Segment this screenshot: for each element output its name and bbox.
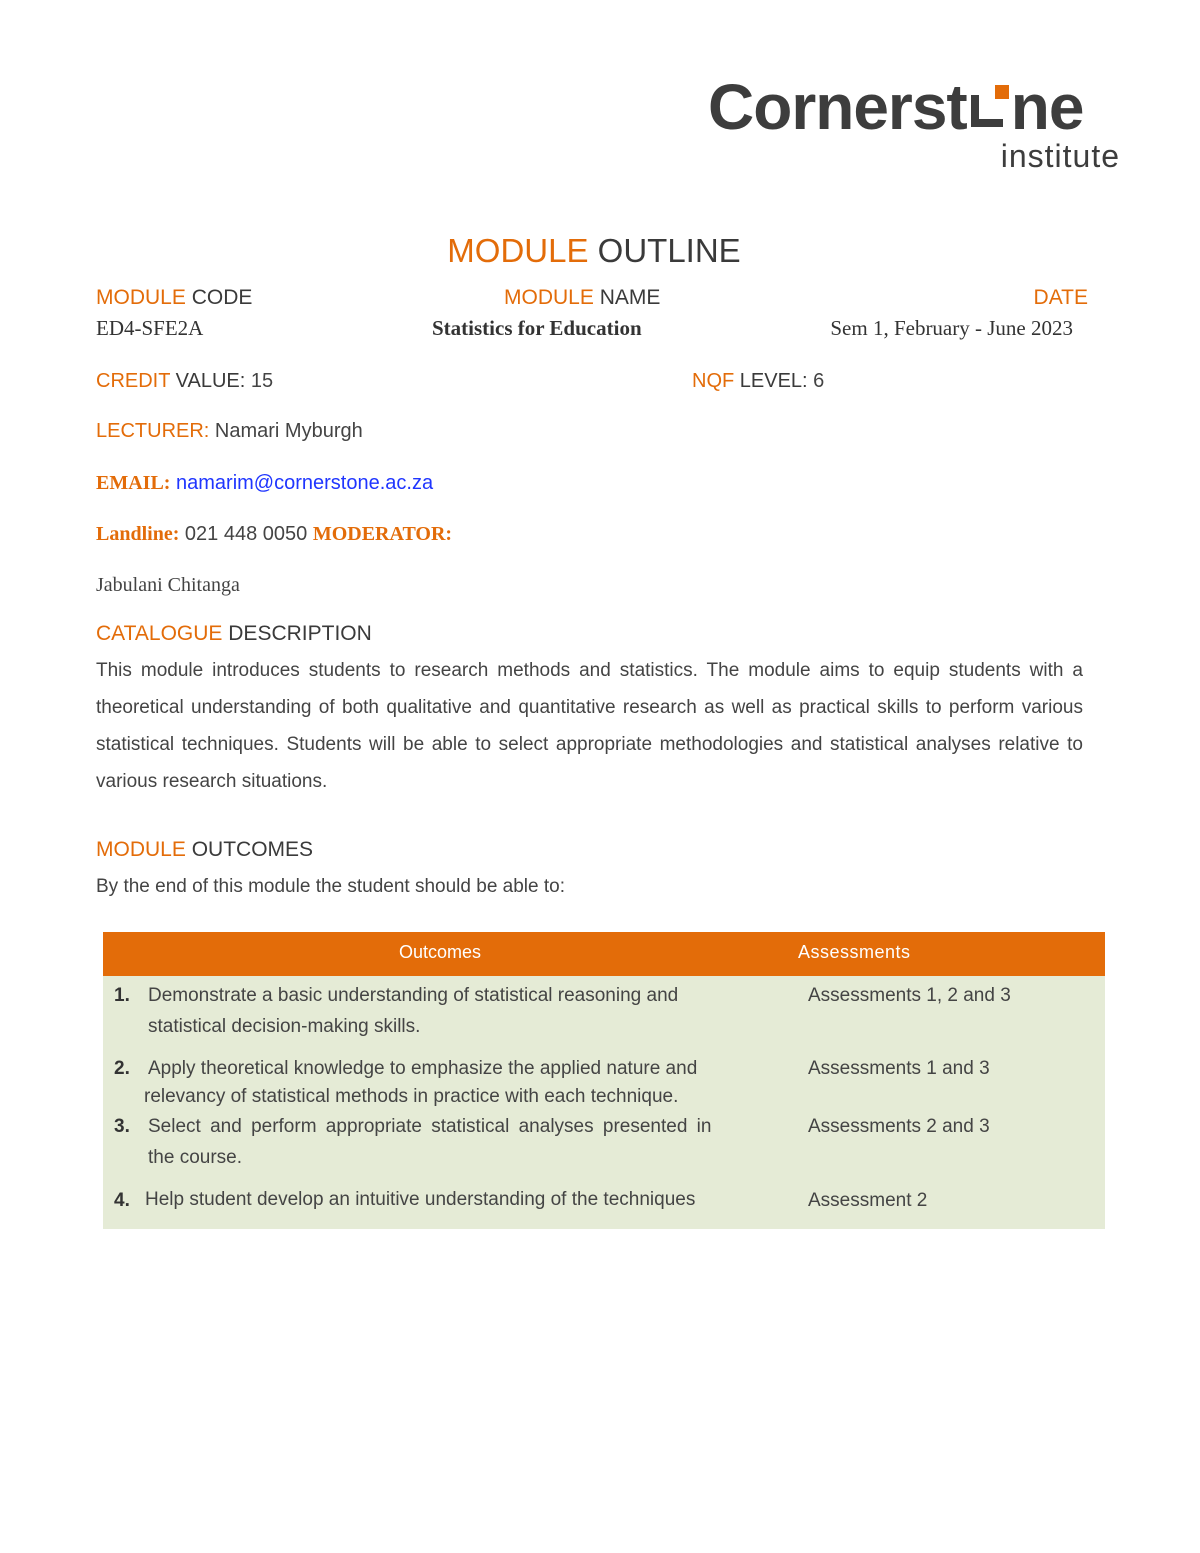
table-body: 1. Demonstrate a basic understanding of statistical reasoning and statistical decision-making skills. Assessments 1, 2 and 3 2. Apply theoretical knowledge to emphasize the applied nature and relevancy of statistical methods in practice with each technique. Assessments 1 and 3 3. Select and perform appropriate statistical analyses presented in the course. Assessments 2 and 3 4. Help student develop an intuitive understanding of the techniques Assessment 2 xyxy=(103,976,1105,1229)
module-name-label: MODULE NAME xyxy=(504,286,661,309)
date-value: Sem 1, February - June 2023 xyxy=(830,316,1073,340)
col-outcomes: Outcomes xyxy=(399,942,482,962)
moderator-name: Jabulani Chitanga xyxy=(96,574,240,596)
date-label: DATE xyxy=(1033,286,1088,309)
lecturer: LECTURER: Namari Myburgh xyxy=(96,420,363,442)
table-header xyxy=(103,932,1105,976)
outcomes-heading: MODULE OUTCOMES xyxy=(96,838,314,861)
cornerstone-logo xyxy=(708,72,1128,172)
catalogue-text: This module introduces students to research methods and statistics. The module aims to equip students with a theoretical understanding of both qualitative and quantitative research as well as practical skills to perform various statistical techniques. Students will be able to select appropriate methodologies and statistical analyses relative to various research situations. xyxy=(96,660,1083,792)
module-code-label: MODULE CODE xyxy=(96,286,253,309)
landline: Landline: 021 448 0050 MODERATOR: xyxy=(96,523,453,545)
logo-wordmark: Cornerst ne xyxy=(708,71,1084,143)
col-assessments: Assessments xyxy=(798,942,911,962)
email-link[interactable]: namarim@cornerstone.ac.za xyxy=(176,472,434,494)
logo-subtitle: institute xyxy=(1000,138,1120,174)
logo-o-mark-icon xyxy=(969,89,1009,129)
catalogue-heading: CATALOGUE DESCRIPTION xyxy=(96,622,372,645)
module-name-value: Statistics for Education xyxy=(432,316,642,340)
email: EMAIL: namarim@cornerstone.ac.za xyxy=(96,472,434,494)
module-code-value: ED4-SFE2A xyxy=(96,316,204,340)
nqf-level: NQF LEVEL: 6 xyxy=(692,370,825,392)
credit-value: CREDIT VALUE: 15 xyxy=(96,370,274,392)
page-title: MODULE OUTLINE xyxy=(447,232,741,269)
outcomes-table xyxy=(103,932,1105,1229)
outcomes-intro: By the end of this module the student should be able to: xyxy=(96,876,565,897)
